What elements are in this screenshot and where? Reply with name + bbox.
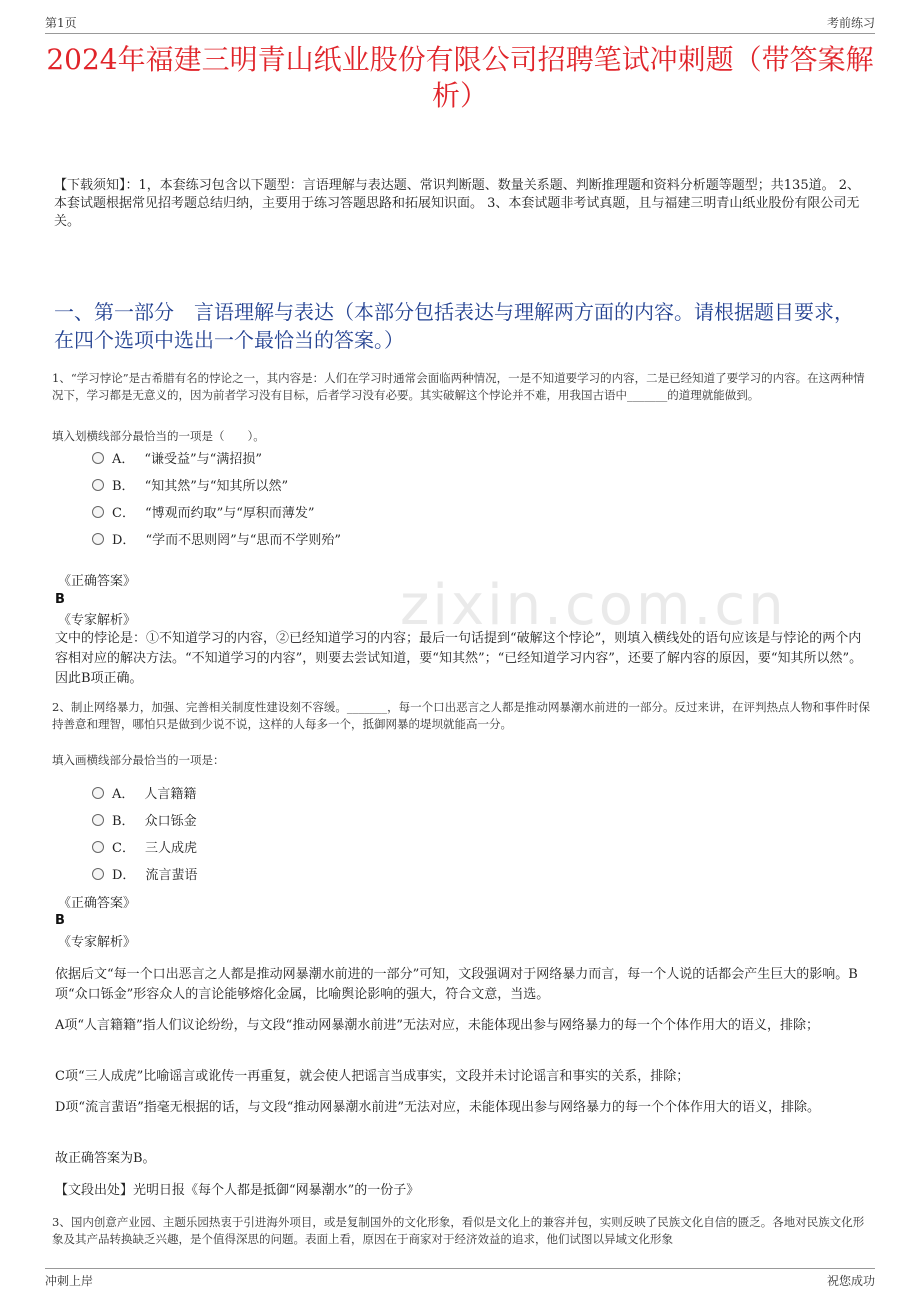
question-2-analysis-p3: C项“三人成虎”比喻谣言或讹传一再重复，就会使人把谣言当成事实，文段并未讨论谣言和事实的关系，排除；	[55, 1069, 690, 1084]
radio-button-icon[interactable]	[92, 479, 104, 491]
question-1-analysis-label: 《专家解析》	[58, 613, 137, 628]
radio-button-icon[interactable]	[92, 814, 104, 826]
download-notice: 【下载须知】：1，本套练习包含以下题型：言语理解与表达题、常识判断题、数量关系题、判断推理题和资料分析题等题型；共135道。 2、本套试题根据常见招考题总结归纳，主要用于练习答题思路和拓展知识面。 3、本套试题非考试真题，且与福建三明青山纸业股份有限公司无关。	[54, 178, 860, 229]
question-3-stem: 3、国内创意产业园、主题乐园热衷于引进海外项目，或是复制国外的文化形象，看似是文化上的兼容并包，实则反映了民族文化自信的匮乏。各地对民族文化形象及其产品转换缺乏兴趣，是个值得深思的问题。表面上看，原因在于商家对于经济效益的追求，他们试图以异域文化形象	[52, 1215, 865, 1246]
question-1-answer: B	[55, 592, 65, 607]
question-2-analysis-p4: D项“流言蜚语”指毫无根据的话，与文段“推动网暴潮水前进”无法对应，未能体现出参与网络暴力的每一个个体作用大的语义，排除。	[55, 1100, 821, 1115]
question-2-answer: B	[55, 913, 65, 928]
question-2-option-c[interactable]: C． 三人成虎	[92, 839, 197, 859]
question-1-option-a[interactable]: A． “谦受益”与“满招损”	[92, 450, 262, 470]
radio-button-icon[interactable]	[92, 868, 104, 880]
question-1-stem: 1、“学习悖论”是古希腊有名的悖论之一，其内容是：人们在学习时通常会面临两种情况，一是不知道要学习的内容，二是已经知道了要学习的内容。在这两种情况下，学习都是无意义的，因为前者学习没有目标，后者学习没有必要。其实破解这个悖论并不难，用我国古语中_______的道理就能做到。	[52, 371, 865, 402]
question-1-prompt: 填入划横线部分最恰当的一项是（ ）。	[52, 429, 265, 443]
radio-button-icon[interactable]	[92, 533, 104, 545]
question-2-option-b[interactable]: B． 众口铄金	[92, 812, 197, 832]
question-1-option-b[interactable]: B． “知其然”与“知其所以然”	[92, 477, 288, 497]
radio-button-icon[interactable]	[92, 787, 104, 799]
question-2-stem: 2、制止网络暴力，加强、完善相关制度性建设刻不容缓。_______，每一个口出恶言之人都是推动网暴潮水前进的一部分。反过来讲，在评判热点人物和事件时保持善意和理智，哪怕只是做到少说不说，这样的人每多一个，抵御网暴的堤坝就能高一分。	[52, 700, 871, 731]
question-2-option-a[interactable]: A． 人言籍籍	[92, 785, 196, 805]
footer-left-text: 冲刺上岸	[45, 1274, 94, 1288]
header-label: 考前练习	[826, 16, 875, 30]
footer-right-text: 祝您成功	[826, 1274, 875, 1288]
radio-button-icon[interactable]	[92, 841, 104, 853]
section-heading: 一、第一部分 言语理解与表达（本部分包括表达与理解两方面的内容。请根据题目要求，在四个选项中选出一个最恰当的答案。）	[54, 300, 854, 352]
page-footer	[45, 1272, 875, 1292]
question-2-answer-label: 《正确答案》	[58, 896, 137, 911]
question-2-prompt: 填入画横线部分最恰当的一项是：	[52, 753, 225, 767]
question-2-analysis-p5: 故正确答案为B。	[55, 1151, 156, 1166]
question-1-option-c[interactable]: C． “博观而约取”与“厚积而薄发”	[92, 504, 315, 524]
watermark: zixin.com.cn	[400, 573, 787, 638]
question-1-analysis: 文中的悖论是：①不知道学习的内容，②已经知道学习的内容；最后一句话提到“破解这个悖论”，则填入横线处的语句应该是与悖论的两个内容相对应的解决方法。“不知道学习的内容”，则要去尝试知道，要“知其然”；“已经知道学习内容”，还要了解内容的原因，要“知其所以然”。因此B项正确。	[55, 631, 863, 686]
question-2-option-d[interactable]: D． 流言蜚语	[92, 866, 197, 886]
question-2-analysis-p1: 依据后文“每一个口出恶言之人都是推动网暴潮水前进的一部分”可知，文段强调对于网络暴力而言，每一个人说的话都会产生巨大的影响。B项“众口铄金”形容众人的言论能够熔化金属，比喻舆论影响的强大，符合文意，当选。	[55, 967, 858, 1002]
radio-button-icon[interactable]	[92, 452, 104, 464]
page-header	[45, 14, 875, 34]
question-2-source: 【文段出处】光明日报《每个人都是抵御“网暴潮水”的一份子》	[55, 1183, 420, 1198]
question-1-answer-label: 《正确答案》	[58, 574, 137, 589]
header-divider	[45, 33, 875, 34]
question-1-option-d[interactable]: D． “学而不思则罔”与“思而不学则殆”	[92, 531, 341, 551]
question-2-analysis-p2: A项“人言籍籍”指人们议论纷纷，与文段“推动网暴潮水前进”无法对应，未能体现出参与网络暴力的每一个个体作用大的语义，排除；	[55, 1018, 819, 1033]
radio-button-icon[interactable]	[92, 506, 104, 518]
question-2-analysis-label: 《专家解析》	[58, 935, 137, 950]
page-number: 第1页	[45, 16, 77, 30]
footer-divider	[45, 1268, 875, 1269]
document-title: 2024年福建三明青山纸业股份有限公司招聘笔试冲刺题（带答案解析）	[46, 43, 874, 112]
